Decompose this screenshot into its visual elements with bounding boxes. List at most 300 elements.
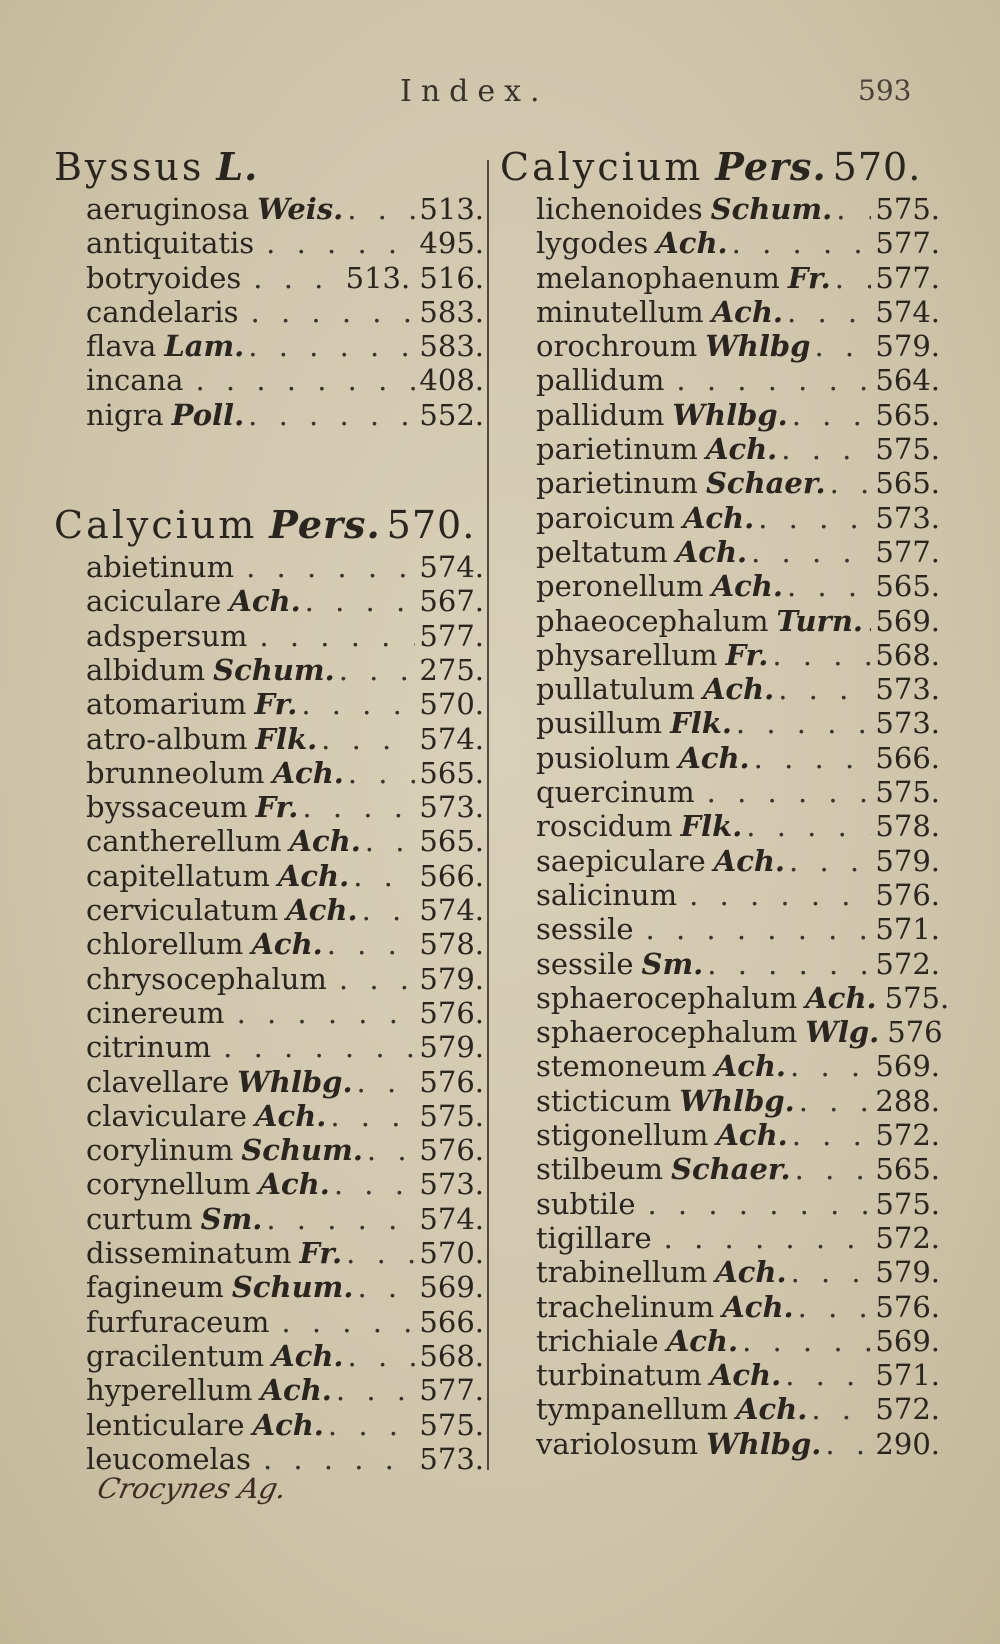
entry-author: Flk. — [255, 721, 318, 756]
entry-species: cinereum — [86, 995, 225, 1030]
entry-author: Fr. — [254, 687, 298, 722]
entry-page: 577. — [419, 1373, 484, 1408]
index-entry — [54, 722, 484, 756]
entry-author: Schaer. — [705, 466, 826, 501]
entry-page: 565. — [875, 1152, 940, 1187]
leader-dots — [346, 1236, 415, 1270]
index-entry — [54, 756, 484, 790]
leader-dots — [281, 1305, 415, 1339]
index-entry — [500, 1358, 940, 1392]
leader-dots — [787, 569, 871, 603]
index-entry — [500, 672, 940, 706]
leader-dots — [830, 466, 872, 500]
entry-page: 575. — [875, 432, 940, 467]
entry-page: 575. — [875, 1186, 940, 1221]
running-header: Index. — [400, 74, 549, 109]
entry-page: 577. — [875, 226, 940, 261]
entry-page: 579. — [419, 1030, 484, 1065]
entry-page: 570. — [419, 1236, 484, 1271]
entry-species: trabinellum — [536, 1255, 708, 1290]
entry-author: Ach. — [656, 226, 728, 261]
index-entry — [500, 1324, 940, 1358]
leader-dots — [781, 432, 871, 466]
entry-page: 574. — [419, 893, 484, 928]
entry-page: 565. — [419, 755, 484, 790]
index-entry — [500, 261, 940, 295]
entry-page: 574. — [419, 721, 484, 756]
entry-species: abietinum — [86, 550, 235, 585]
entry-species: atomarium — [86, 687, 247, 722]
index-entry — [54, 996, 484, 1030]
entry-author: Fr. — [255, 790, 299, 825]
index-entry — [54, 824, 484, 858]
leader-dots — [305, 584, 416, 618]
entry-species: trachelinum — [536, 1289, 715, 1324]
index-entry — [54, 1099, 484, 1133]
leader-dots — [646, 912, 872, 946]
index-entry — [54, 1408, 484, 1442]
entry-author: Ach. — [251, 927, 323, 962]
entry-species: byssaceum — [86, 790, 248, 825]
entry-page: 583. — [419, 329, 484, 364]
entry-page: 572. — [875, 1392, 940, 1427]
leader-dots — [825, 1427, 871, 1461]
entry-author: Ach. — [272, 755, 344, 790]
heading-genus: Calycium — [54, 503, 258, 548]
entry-species: lichenoides — [536, 192, 703, 226]
index-entry — [500, 295, 940, 329]
leader-dots — [836, 192, 871, 226]
entry-page: 573. — [419, 1167, 484, 1202]
entry-species: peltatum — [536, 534, 668, 569]
entry-page: 572. — [875, 946, 940, 981]
section-heading — [500, 142, 940, 192]
entry-author: Ach. — [711, 294, 784, 329]
entry-species: furfuraceum — [86, 1304, 270, 1339]
page-number: 593 — [858, 74, 912, 107]
entry-page: 578. — [419, 927, 484, 962]
entry-author: Ach. — [252, 1407, 324, 1442]
entry-species: pallidum — [536, 397, 665, 432]
leader-dots — [790, 1049, 871, 1083]
index-entry — [54, 790, 484, 824]
entry-species: sphaerocephalum — [536, 980, 798, 1015]
entry-page: 568. — [419, 1338, 484, 1373]
index-entry — [500, 569, 940, 603]
index-entry — [500, 1187, 940, 1221]
index-entry — [500, 1118, 940, 1152]
index-entry — [500, 706, 940, 740]
index-entry — [500, 912, 940, 946]
entry-author: Sm. — [200, 1201, 263, 1236]
entry-author: Ach. — [716, 1118, 788, 1153]
entry-page: 275. — [419, 652, 484, 687]
entry-species: tigillare — [536, 1220, 652, 1255]
index-entry — [500, 1152, 940, 1186]
entry-species: disseminatum — [86, 1236, 292, 1271]
entry-species: nigra — [86, 397, 164, 432]
entry-author: Ach. — [713, 843, 786, 878]
entry-species: variolosum — [536, 1426, 699, 1461]
leader-dots — [328, 1408, 416, 1442]
index-entry — [54, 859, 484, 893]
entry-species: chrysocephalum — [86, 961, 327, 996]
index-entry — [500, 1015, 943, 1050]
section-heading — [54, 500, 484, 550]
entry-page: 408. — [419, 363, 484, 398]
index-entry — [500, 398, 940, 432]
entry-species: peronellum — [536, 569, 704, 604]
leader-dots — [707, 947, 871, 981]
entry-author: Whlbg. — [672, 397, 788, 432]
index-entry — [54, 1442, 484, 1476]
leader-dots — [676, 363, 871, 397]
entry-page: 571. — [875, 1358, 940, 1393]
leader-dots — [362, 893, 416, 927]
leader-dots — [327, 927, 416, 961]
leader-dots — [799, 1084, 872, 1118]
leader-dots — [867, 604, 871, 638]
index-entry — [54, 1236, 484, 1270]
leader-dots — [259, 619, 415, 653]
index-entry — [54, 550, 484, 584]
entry-author: Ach. — [258, 1167, 330, 1202]
entry-species: sessile — [536, 912, 634, 947]
index-entry — [54, 1167, 484, 1201]
entry-author: Ach. — [714, 1049, 787, 1084]
entry-page: 576. — [419, 995, 484, 1030]
leader-dots — [772, 638, 871, 672]
entry-author: Sm. — [641, 946, 704, 981]
entry-author: Schum. — [213, 652, 335, 687]
entry-author: Weis. — [257, 192, 344, 226]
section-spacer — [54, 432, 484, 500]
index-entry — [54, 962, 484, 996]
entry-species: subtile — [536, 1186, 636, 1221]
entry-species: cerviculatum — [86, 893, 279, 928]
index-entry — [54, 1305, 484, 1339]
entry-species: pusillum — [536, 706, 663, 741]
index-entry — [500, 638, 940, 672]
entry-page: 564. — [875, 363, 940, 398]
entry-species: aeruginosa — [86, 192, 250, 226]
leader-dots — [266, 1202, 415, 1236]
leader-dots — [348, 1339, 416, 1373]
entry-species: stigonellum — [536, 1118, 709, 1153]
entry-author: Schum. — [241, 1133, 363, 1168]
entry-page: 572. — [875, 1118, 940, 1153]
leader-dots — [789, 844, 871, 878]
index-entry — [500, 878, 940, 912]
entry-species: sticticum — [536, 1083, 672, 1118]
entry-page: 579. — [875, 1255, 940, 1290]
index-entry — [500, 363, 940, 397]
entry-page: 513. — [419, 192, 484, 226]
leader-dots — [347, 192, 415, 226]
index-entry — [54, 584, 484, 618]
index-entry — [500, 192, 940, 226]
index-entry — [54, 1030, 484, 1064]
left-column — [54, 142, 484, 1476]
entry-page: 576. — [419, 1133, 484, 1168]
entry-author: Schaer. — [671, 1152, 791, 1187]
entry-species: citrinum — [86, 1030, 212, 1065]
entry-species: corylinum — [86, 1133, 234, 1168]
entry-species: brunneolum — [86, 755, 265, 790]
entry-author: Fr. — [725, 637, 769, 672]
leader-dots — [751, 535, 871, 569]
index-entry — [54, 1133, 484, 1167]
entry-page: 573. — [875, 706, 940, 741]
entry-author: Ach. — [722, 1289, 794, 1324]
entry-species: orochroum — [536, 329, 698, 364]
entry-page: 574. — [419, 550, 484, 585]
entry-species: albidum — [86, 652, 206, 687]
entry-author: Schum. — [710, 192, 833, 226]
entry-species: claviculare — [86, 1098, 247, 1133]
leader-dots — [791, 1255, 872, 1289]
leader-dots — [754, 741, 872, 775]
index-entry — [500, 844, 940, 878]
leader-dots — [301, 687, 415, 721]
index-entry — [500, 980, 950, 1015]
entry-author: Lam. — [164, 329, 245, 364]
entry-page: 565. — [875, 569, 940, 604]
heading-authority: Pers. — [715, 144, 827, 189]
heading-page: 570. — [832, 145, 922, 189]
entry-page: 573. — [419, 1441, 484, 1476]
index-entry — [54, 261, 484, 295]
leader-dots — [248, 329, 415, 363]
entry-author: Whlbg. — [237, 1064, 353, 1099]
index-entry — [54, 653, 484, 687]
entry-author: Turn. — [776, 603, 864, 638]
entry-species: quercinum — [536, 775, 695, 810]
leader-dots — [792, 1118, 872, 1152]
entry-page: 574. — [875, 294, 940, 329]
entry-page: 567. — [419, 584, 484, 619]
index-entry — [500, 1084, 940, 1118]
entry-author: Flk. — [670, 706, 732, 741]
index-entry — [500, 741, 940, 775]
entry-page: 495. — [419, 226, 484, 261]
index-entry — [500, 947, 940, 981]
entry-species: adspersum — [86, 618, 248, 653]
index-entry — [54, 192, 484, 226]
entry-author: Ach. — [254, 1098, 327, 1133]
entry-author: Ach. — [229, 584, 301, 619]
entry-author: Ach. — [702, 672, 775, 707]
entry-species: gracilentum — [86, 1338, 265, 1373]
index-entry — [500, 1290, 940, 1324]
entry-page: 577. — [875, 260, 940, 295]
entry-author: Ach. — [709, 1358, 782, 1393]
entry-author: Flk. — [680, 809, 743, 844]
index-entry — [54, 1065, 484, 1099]
entry-page: 571. — [875, 912, 940, 947]
leader-dots — [811, 1392, 871, 1426]
column-divider — [487, 160, 489, 1470]
leader-dots — [367, 1133, 416, 1167]
entry-author: Whlbg. — [706, 1426, 822, 1461]
entry-author: Wlg. — [805, 1015, 880, 1050]
entry-page: 569. — [875, 1323, 940, 1358]
handwritten-note: Crocynes Ag. — [94, 1472, 290, 1505]
entry-species: curtum — [86, 1201, 193, 1236]
index-entry — [54, 295, 484, 329]
index-entry — [500, 1049, 940, 1083]
index-entry — [500, 432, 940, 466]
leader-dots — [223, 1030, 415, 1064]
entry-author: Ach. — [805, 980, 877, 1015]
index-entry — [54, 687, 484, 721]
leader-dots — [357, 1270, 415, 1304]
leader-dots — [321, 722, 415, 756]
index-entry — [54, 226, 484, 260]
entry-page: 513. 516. — [345, 260, 484, 295]
index-entry — [54, 893, 484, 927]
index-entry — [54, 329, 484, 363]
leader-dots — [798, 1290, 872, 1324]
leader-dots — [814, 329, 871, 363]
entry-page: 577. — [419, 618, 484, 653]
leader-dots — [253, 261, 341, 295]
leader-dots — [707, 775, 872, 809]
entry-page: 568. — [875, 637, 940, 672]
index-entry — [500, 329, 940, 363]
entry-author: Ach. — [666, 1323, 739, 1358]
entry-species: lygodes — [536, 226, 649, 261]
index-entry — [500, 1255, 940, 1289]
entry-species: minutellum — [536, 294, 704, 329]
leader-dots — [339, 962, 416, 996]
entry-author: Ach. — [711, 569, 783, 604]
leader-dots — [787, 295, 871, 329]
index-entry — [54, 1373, 484, 1407]
entry-species: flava — [86, 329, 157, 364]
entry-species: parietinum — [536, 432, 698, 467]
leader-dots — [237, 996, 416, 1030]
entry-page: 578. — [875, 809, 940, 844]
entry-page: 575. — [884, 980, 950, 1015]
entry-author: Ach. — [678, 740, 750, 775]
leader-dots — [746, 809, 871, 843]
entry-page: 290. — [875, 1426, 940, 1461]
entry-author: Ach. — [289, 824, 361, 859]
leader-dots — [336, 1373, 416, 1407]
entry-species: pallidum — [536, 363, 665, 398]
index-entry — [500, 1392, 940, 1426]
entry-species: aciculare — [86, 584, 222, 619]
entry-author: Schum. — [231, 1270, 354, 1305]
heading-genus: Byssus — [54, 145, 205, 189]
index-entry — [54, 363, 484, 397]
entry-page: 579. — [875, 843, 940, 878]
entry-author: Ach. — [705, 432, 778, 467]
entry-author: Poll. — [171, 397, 245, 432]
entry-page: 575. — [875, 775, 940, 810]
index-entry — [500, 775, 940, 809]
index-entry — [54, 398, 484, 432]
leader-dots — [736, 706, 872, 740]
entry-author: Ach. — [682, 500, 755, 535]
index-entry — [500, 1221, 940, 1255]
entry-author: Ach. — [286, 893, 358, 928]
entry-species: parietinum — [536, 466, 698, 501]
entry-species: tympanellum — [536, 1392, 728, 1427]
entry-page: 569. — [875, 1049, 940, 1084]
entry-page: 565. — [875, 397, 940, 432]
entry-species: salicinum — [536, 877, 678, 912]
entry-page: 573. — [875, 500, 940, 535]
entry-page: 575. — [419, 1098, 484, 1133]
entry-species: stemoneum — [536, 1049, 707, 1084]
leader-dots — [778, 672, 871, 706]
leader-dots — [365, 824, 416, 858]
index-entry — [500, 1427, 940, 1461]
entry-page: 577. — [875, 534, 940, 569]
leader-dots — [302, 790, 415, 824]
heading-authority: L. — [216, 144, 259, 189]
entry-page: 552. — [419, 397, 484, 432]
leader-dots — [835, 261, 872, 295]
entry-page: 566. — [419, 858, 484, 893]
entry-author: Ach. — [735, 1392, 808, 1427]
leader-dots — [330, 1099, 415, 1133]
entry-species: sphaerocephalum — [536, 1015, 798, 1050]
entry-species: lenticulare — [86, 1407, 245, 1442]
leader-dots — [785, 1358, 871, 1392]
entry-species: capitellatum — [86, 858, 270, 893]
index-entry — [500, 226, 940, 260]
entry-species: turbinatum — [536, 1358, 702, 1393]
entry-page: 573. — [419, 790, 484, 825]
entry-page: 576 — [887, 1015, 943, 1050]
index-entry — [54, 927, 484, 961]
index-entry — [500, 604, 940, 638]
entry-author: Fr. — [787, 260, 831, 295]
entry-page: 566. — [419, 1304, 484, 1339]
entry-species: antiquitatis — [86, 226, 255, 261]
entry-species: physarellum — [536, 637, 718, 672]
entry-species: cantherellum — [86, 824, 282, 859]
leader-dots — [357, 1065, 416, 1099]
entry-species: pusiolum — [536, 740, 671, 775]
entry-species: saepiculare — [536, 843, 706, 878]
entry-page: 565. — [875, 466, 940, 501]
entry-page: 570. — [419, 687, 484, 722]
entry-page: 573. — [875, 672, 940, 707]
entry-species: fagineum — [86, 1270, 224, 1305]
entry-page: 583. — [419, 294, 484, 329]
entry-page: 566. — [875, 740, 940, 775]
entry-page: 579. — [419, 961, 484, 996]
entry-species: trichiale — [536, 1323, 659, 1358]
entry-species: chlorellum — [86, 927, 244, 962]
entry-page: 579. — [875, 329, 940, 364]
leader-dots — [251, 295, 416, 329]
section-heading — [54, 142, 484, 192]
leader-dots — [353, 859, 415, 893]
entry-page: 288. — [875, 1083, 940, 1118]
entry-species: sessile — [536, 946, 634, 981]
entry-species: melanophaenum — [536, 260, 780, 295]
index-entry — [500, 809, 940, 843]
index-entry — [500, 501, 940, 535]
entry-species: leucomelas — [86, 1441, 251, 1476]
entry-page: 565. — [419, 824, 484, 859]
leader-dots — [795, 1152, 872, 1186]
